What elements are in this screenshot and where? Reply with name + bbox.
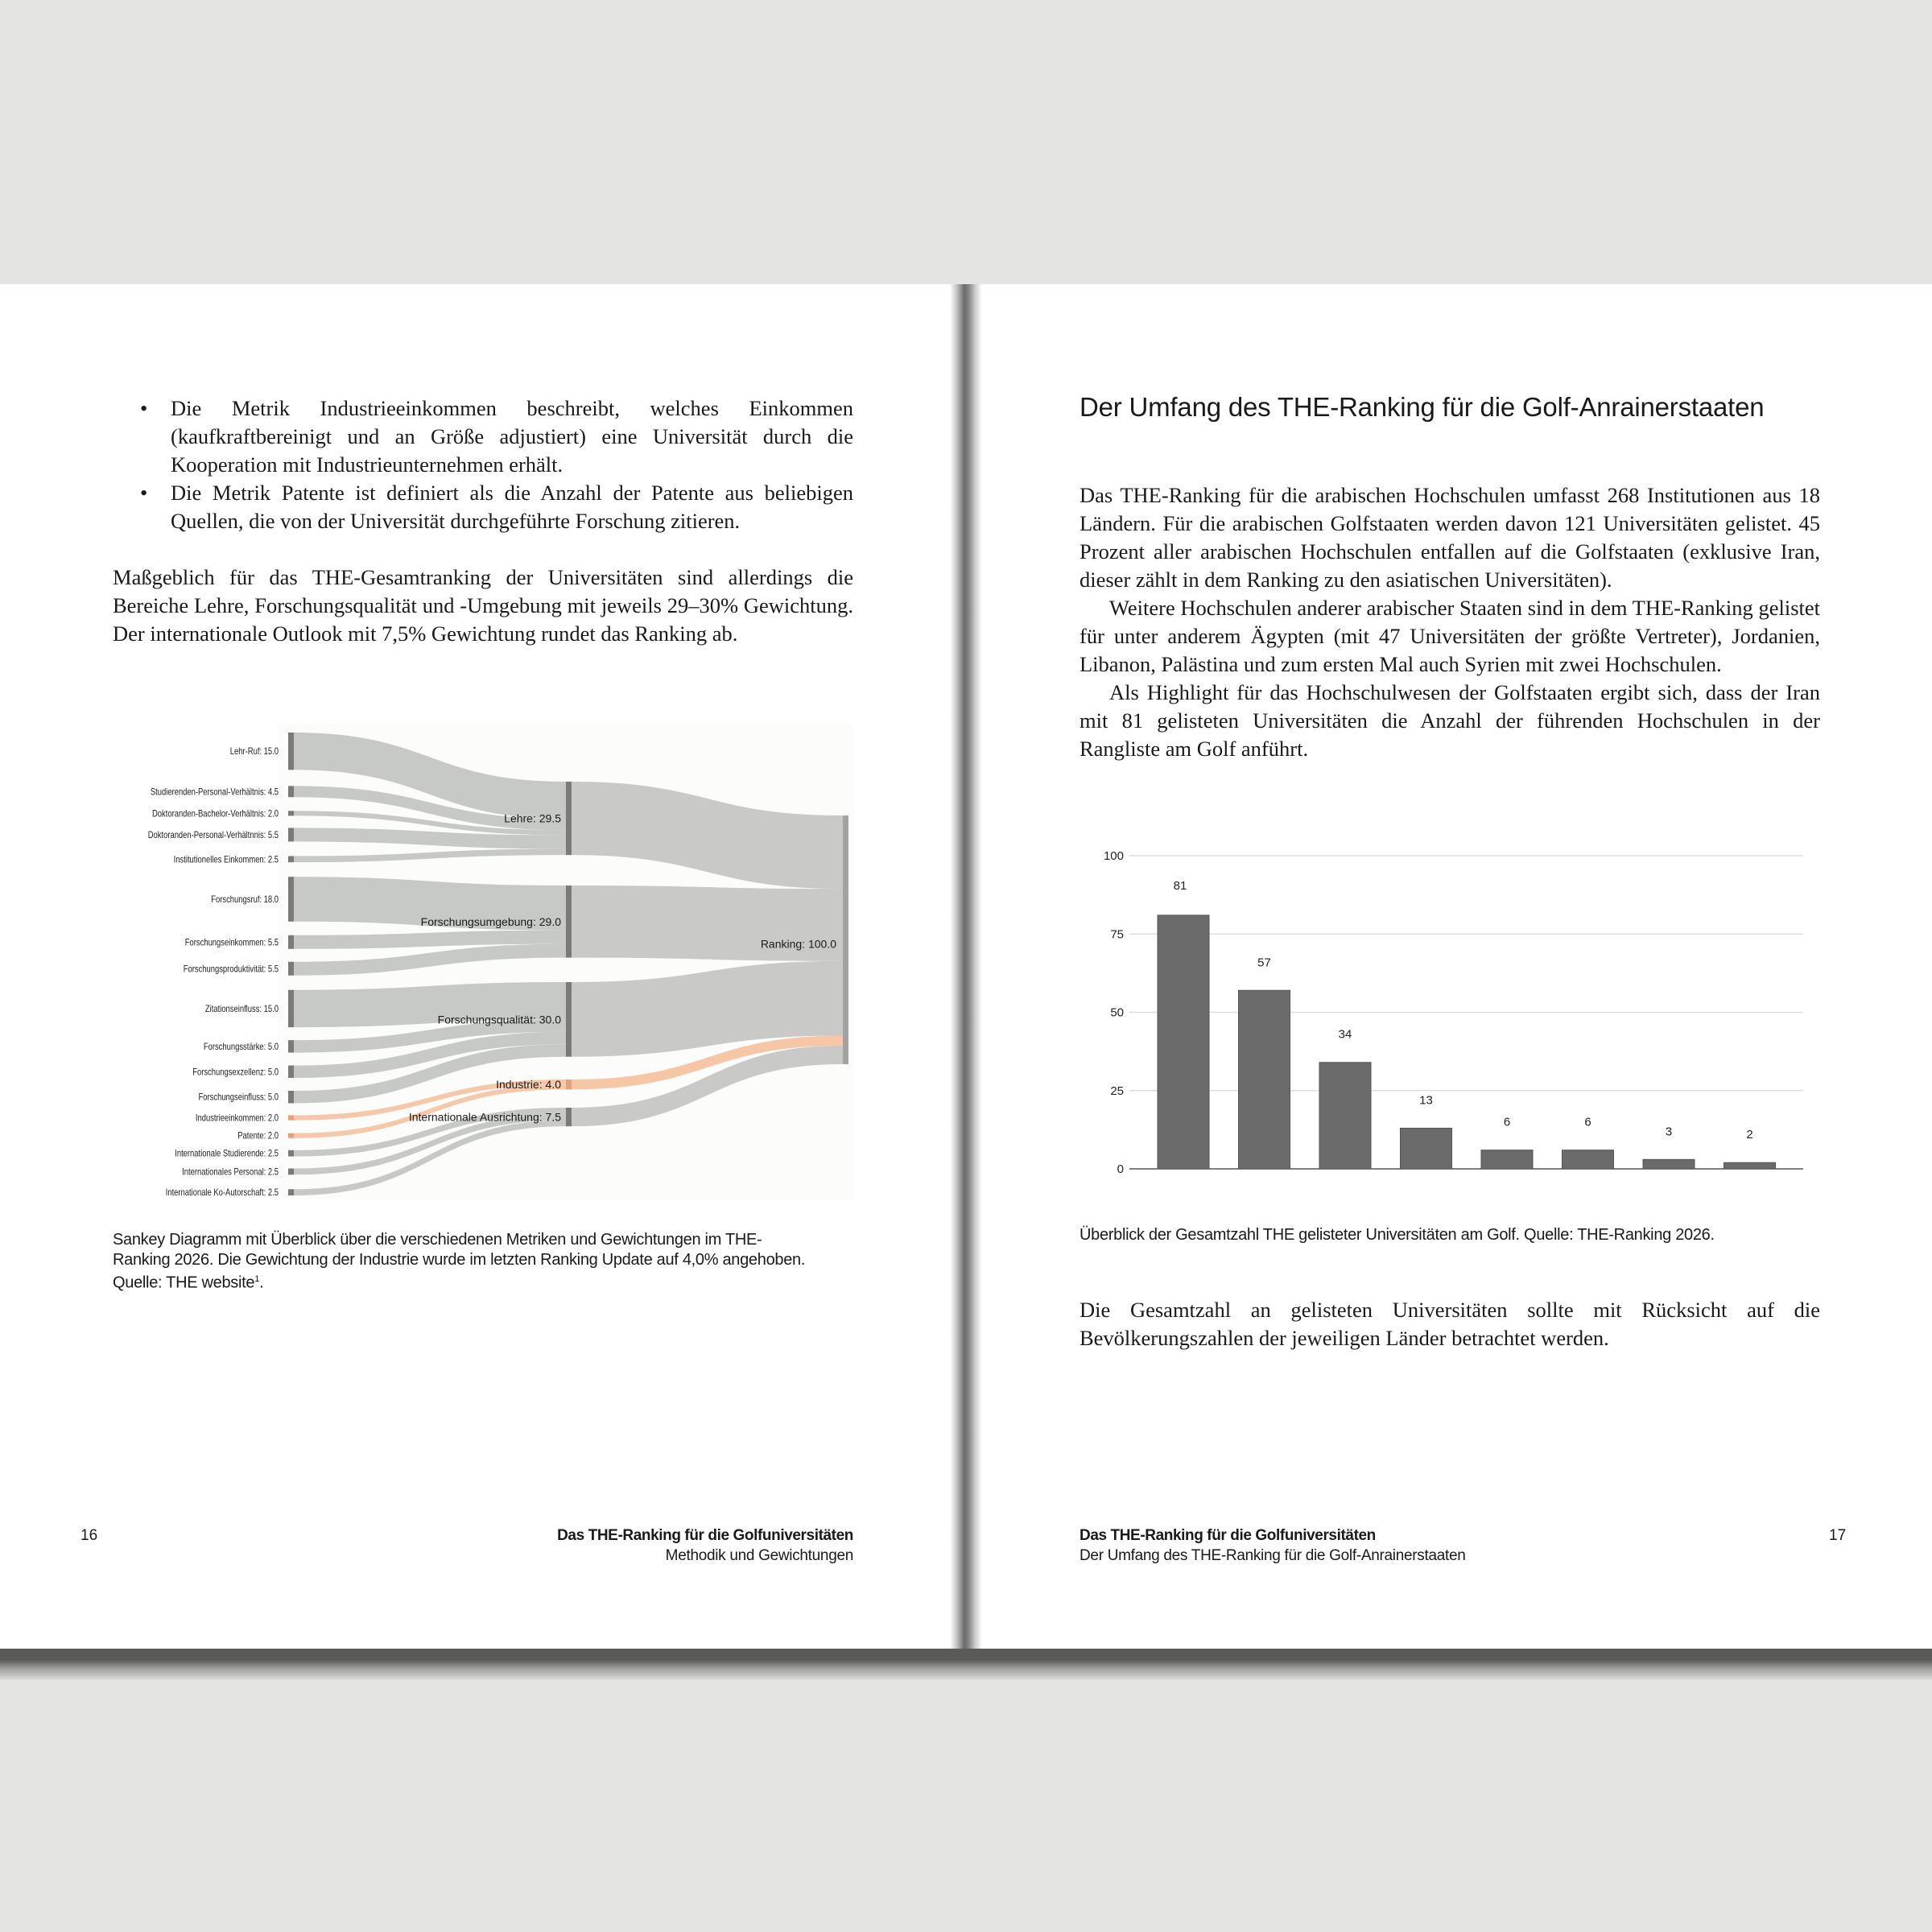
section-heading: Der Umfang des THE-Ranking für die Golf-Anrainerstaaten	[1080, 392, 1765, 422]
sankey-source-node	[288, 877, 294, 922]
closing-paragraph: Die Gesamtzahl an gelisteten Universitäten sollte mit Rücksicht auf die Bevölkerungszahlen der jeweiligen Länder betrachtet werden.	[1080, 1298, 1820, 1350]
sankey-source-node	[288, 1150, 294, 1157]
bar-chart-caption: Überblick der Gesamtzahl THE gelisteter Universitäten am Golf. Quelle: THE-Ranking 2026.	[1080, 1226, 1715, 1244]
y-tick-label: 100	[1103, 849, 1124, 863]
sankey-middle-label: Industrie: 4.0	[496, 1078, 561, 1092]
bar-value-label: 13	[1419, 1093, 1433, 1108]
bullet-item: • Die Metrik Patente ist definiert als die Anzahl der Patente aus beliebigen Quellen, die von der Universität durchgeführte Forschung zitieren.	[138, 479, 853, 535]
sankey-source-node	[288, 786, 294, 797]
sankey-source-node	[288, 1133, 294, 1138]
sankey-source-node	[288, 733, 294, 770]
body-paragraph: Weitere Hochschulen anderer arabischer Staaten sind in dem THE-Ranking gelistet für unter anderem Ägypten (mit 47 Universitäten der größte Vertreter), Jordanien, Libanon, Palästina und zum ersten Mal auch Syrien mit zwei Hochschulen.	[1080, 596, 1820, 676]
running-title-left: Das THE-Ranking für die Golfuniversitäten	[557, 1527, 853, 1544]
bar	[1643, 1159, 1695, 1169]
bar	[1481, 1150, 1533, 1169]
sankey-source-node	[288, 1169, 294, 1175]
sankey-source-node	[288, 1066, 294, 1078]
bar-value-label: 2	[1746, 1128, 1753, 1142]
book-gutter	[950, 284, 982, 1649]
sankey-middle-node	[566, 886, 572, 958]
sankey-total-label: Ranking: 100.0	[760, 937, 836, 951]
bar-value-label: 57	[1257, 956, 1271, 970]
bar	[1319, 1063, 1371, 1169]
sankey-middle-node	[566, 1108, 572, 1126]
bar-value-label: 81	[1173, 878, 1187, 893]
sankey-middle-label: Lehre: 29.5	[504, 811, 561, 825]
sankey-total-node	[843, 815, 848, 1064]
sankey-source-label: Internationale Studierende: 2.5	[175, 1148, 279, 1159]
sankey-source-label: Forschungseinfluss: 5.0	[198, 1092, 279, 1104]
bar	[1724, 1162, 1776, 1169]
caption-end: .	[259, 1274, 264, 1292]
sankey-middle-label: Forschungsqualität: 30.0	[437, 1013, 561, 1026]
bullet-item: • Die Metrik Industrieeinkommen beschreibt, welches Einkommen (kaufkraftbereinigt und an Größe adjustiert) eine Universität durch die Kooperation mit Industrieunternehmen erhält.	[138, 394, 853, 479]
page-bottom-shadow	[0, 1649, 1932, 1681]
bar	[1401, 1128, 1452, 1169]
sankey-caption-line	[113, 1269, 869, 1293]
sankey-source-node	[288, 1040, 294, 1052]
sankey-source-label: Lehr-Ruf: 15.0	[229, 746, 279, 758]
sankey-source-label: Forschungsstärke: 5.0	[203, 1041, 279, 1053]
sankey-middle-node	[566, 982, 572, 1057]
sankey-source-node	[288, 1091, 294, 1103]
body-paragraph: Maßgeblich für das THE-Gesamtranking der Universitäten sind allerdings die Bereiche Lehre, Forschungsqualität und -Umgebung mit jeweils 29–30% Gewichtung. Der internationale Outlook mit 7,5% Gewichtung rundet das Ranking ab.	[113, 565, 853, 646]
y-tick-label: 25	[1110, 1084, 1124, 1098]
bar-chart	[1079, 837, 1827, 1183]
bullet-list	[138, 394, 853, 535]
caption-source: Quelle: THE website	[113, 1274, 255, 1292]
body-paragraph: Das THE-Ranking für die arabischen Hochschulen umfasst 268 Institutionen aus 18 Ländern. Für die arabischen Golfstaaten werden davon 121 Universitäten gelistet. 45 Prozent aller arabischen Hochschulen entfallen auf die Golfstaaten (exklusive Iran, dieser zählt in dem Ranking zu den asiatischen Universitäten).	[1080, 483, 1820, 592]
sankey-source-label: Institutionelles Einkommen: 2.5	[173, 854, 279, 865]
sankey-source-label: Patente: 2.0	[237, 1130, 279, 1142]
sankey-source-label: Forschungsexzellenz: 5.0	[192, 1067, 279, 1078]
sankey-middle-node	[566, 782, 572, 855]
sankey-source-label: Zitationseinfluss: 15.0	[204, 1004, 279, 1015]
sankey-source-node	[288, 1115, 294, 1120]
running-subtitle-right: Der Umfang des THE-Ranking für die Golf-Anrainerstaaten	[1080, 1547, 1466, 1564]
sankey-source-label: Forschungseinkommen: 5.5	[184, 937, 279, 948]
sankey-source-label: Industrieeinkommen: 2.0	[195, 1113, 279, 1124]
y-tick-label: 50	[1110, 1005, 1124, 1020]
sankey-source-label: Forschungsproduktivität: 5.5	[183, 964, 279, 975]
page-number-left: 16	[80, 1527, 98, 1544]
bar	[1563, 1150, 1614, 1169]
sankey-source-node	[288, 856, 294, 862]
sankey-caption-line: Ranking 2026. Die Gewichtung der Industrie wurde im letzten Ranking Update auf 4,0% angehoben.	[113, 1250, 806, 1269]
sankey-source-node	[288, 990, 294, 1027]
sankey-middle-label: Internationale Ausrichtung: 7.5	[408, 1110, 561, 1124]
y-tick-label: 0	[1117, 1162, 1124, 1176]
sankey-source-label: Studierenden-Personal-Verhältnis: 4.5	[150, 786, 279, 798]
sankey-source-label: Forschungsruf: 18.0	[211, 894, 279, 906]
sankey-source-node	[288, 935, 294, 949]
sankey-middle-label: Forschungsumgebung: 29.0	[420, 914, 561, 928]
running-title-right: Das THE-Ranking für die Golfuniversitäten	[1080, 1527, 1376, 1544]
body-text	[1080, 481, 1820, 763]
bar	[1239, 990, 1290, 1169]
bar-value-label: 34	[1338, 1027, 1352, 1042]
sankey-middle-node	[566, 1080, 572, 1089]
sankey-caption-line: Sankey Diagramm mit Überblick über die verschiedenen Metriken und Gewichtungen im THE-	[113, 1231, 762, 1249]
bar-value-label: 6	[1503, 1115, 1511, 1129]
sankey-source-label: Internationale Ko-Autorschaft: 2.5	[165, 1187, 279, 1199]
page-number-right: 17	[1829, 1527, 1847, 1544]
sankey-caption	[113, 1230, 869, 1293]
sankey-diagram	[113, 720, 853, 1203]
footnote-marker[interactable]: 1	[254, 1274, 260, 1284]
sankey-source-node	[288, 811, 294, 815]
bar-value-label: 6	[1584, 1115, 1591, 1129]
bar	[1158, 915, 1209, 1169]
sankey-source-label: Doktoranden-Personal-Verhältnnis: 5.5	[147, 830, 279, 841]
sankey-source-label: Internationales Personal: 2.5	[182, 1166, 279, 1178]
bar-value-label: 3	[1665, 1125, 1673, 1139]
body-paragraph: Als Highlight für das Hochschulwesen der Golfstaaten ergibt sich, dass der Iran mit 81 gelisteten Universitäten die Anzahl der führenden Hochschulen in der Rangliste am Golf anführt.	[1080, 680, 1820, 761]
sankey-source-node	[288, 828, 294, 841]
y-tick-label: 75	[1110, 927, 1124, 942]
sankey-source-node	[288, 962, 294, 976]
running-subtitle-left: Methodik und Gewichtungen	[665, 1547, 853, 1564]
sankey-source-node	[288, 1189, 294, 1195]
sankey-source-label: Doktoranden-Bachelor-Verhältnis: 2.0	[151, 808, 279, 819]
